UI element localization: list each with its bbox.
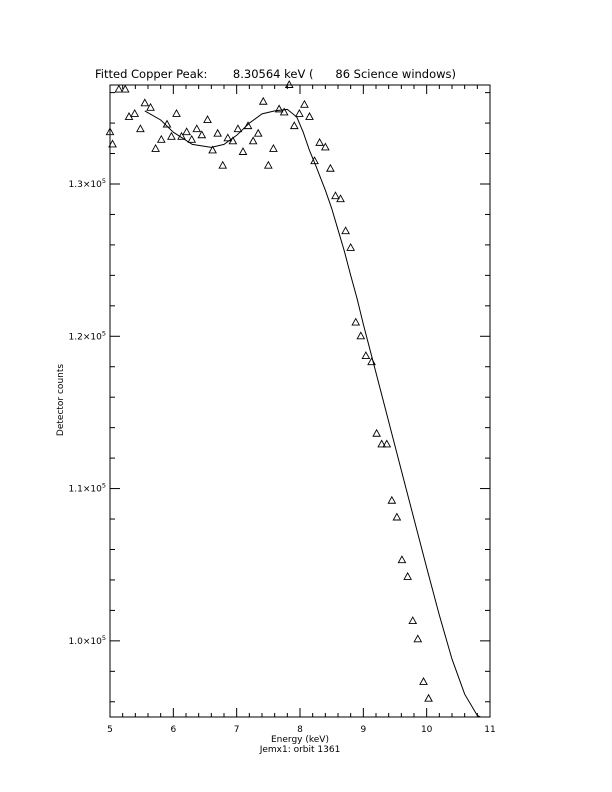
y-tick-label: $1.1\times 10^5$ xyxy=(68,481,106,495)
data-point xyxy=(234,125,241,131)
data-point xyxy=(152,145,159,152)
data-point xyxy=(193,125,200,131)
axis-ticks xyxy=(110,85,490,717)
data-point xyxy=(342,227,349,234)
data-point xyxy=(404,573,411,580)
data-point xyxy=(393,514,400,521)
plot-frame xyxy=(110,85,490,717)
data-point xyxy=(414,635,421,642)
plot-caption: Jemx1: orbit 1361 xyxy=(259,745,341,755)
data-point xyxy=(425,695,432,702)
y-axis-title: Detector counts xyxy=(56,363,66,437)
data-point xyxy=(255,130,262,137)
y-tick-label: $1.0\times 10^5$ xyxy=(68,633,106,647)
data-point xyxy=(286,81,293,88)
y-tick-labels xyxy=(69,177,106,647)
data-point xyxy=(158,136,165,143)
data-point xyxy=(141,99,148,106)
data-point xyxy=(409,617,416,624)
data-point xyxy=(244,122,251,129)
fit-curve xyxy=(145,109,481,717)
x-axis-title: Energy (keV) xyxy=(271,735,329,745)
data-point xyxy=(352,319,359,326)
data-point xyxy=(332,192,339,199)
x-tick-label: 11 xyxy=(484,725,496,735)
data-point xyxy=(188,136,195,143)
data-point xyxy=(183,128,190,135)
data-point xyxy=(219,162,226,169)
chart-title: Fitted Copper Peak: 8.30564 keV ( 86 Science windows) xyxy=(95,67,457,81)
data-point xyxy=(204,116,211,123)
data-point xyxy=(265,162,272,169)
data-point xyxy=(373,430,380,437)
y-tick-label: $1.3\times 10^5$ xyxy=(68,176,106,190)
data-points xyxy=(106,81,432,701)
data-point xyxy=(168,133,175,140)
data-point xyxy=(327,165,334,172)
x-tick-label: 10 xyxy=(420,725,433,735)
data-point xyxy=(198,131,205,138)
data-point xyxy=(362,352,369,359)
data-point xyxy=(173,110,180,117)
data-point xyxy=(115,86,122,93)
data-point xyxy=(239,148,246,155)
x-tick-labels xyxy=(107,725,496,735)
data-point xyxy=(270,145,277,152)
data-point xyxy=(250,137,257,144)
y-tick-label: $1.2\times 10^5$ xyxy=(68,329,106,343)
data-point xyxy=(137,125,144,131)
x-tick-label: 9 xyxy=(360,725,367,735)
data-point xyxy=(347,244,354,251)
data-point xyxy=(420,678,427,685)
data-point xyxy=(301,101,308,108)
data-point xyxy=(398,556,405,563)
x-tick-label: 7 xyxy=(233,725,240,735)
data-point xyxy=(316,139,323,146)
data-point xyxy=(131,110,138,117)
data-point xyxy=(260,98,267,105)
data-point xyxy=(306,113,313,120)
x-tick-label: 6 xyxy=(170,725,177,735)
data-point xyxy=(296,110,303,117)
data-point xyxy=(214,130,221,137)
data-point xyxy=(357,332,364,339)
data-point xyxy=(388,497,395,504)
x-tick-label: 8 xyxy=(297,725,303,735)
x-tick-label: 5 xyxy=(107,725,113,735)
data-point xyxy=(291,122,298,129)
